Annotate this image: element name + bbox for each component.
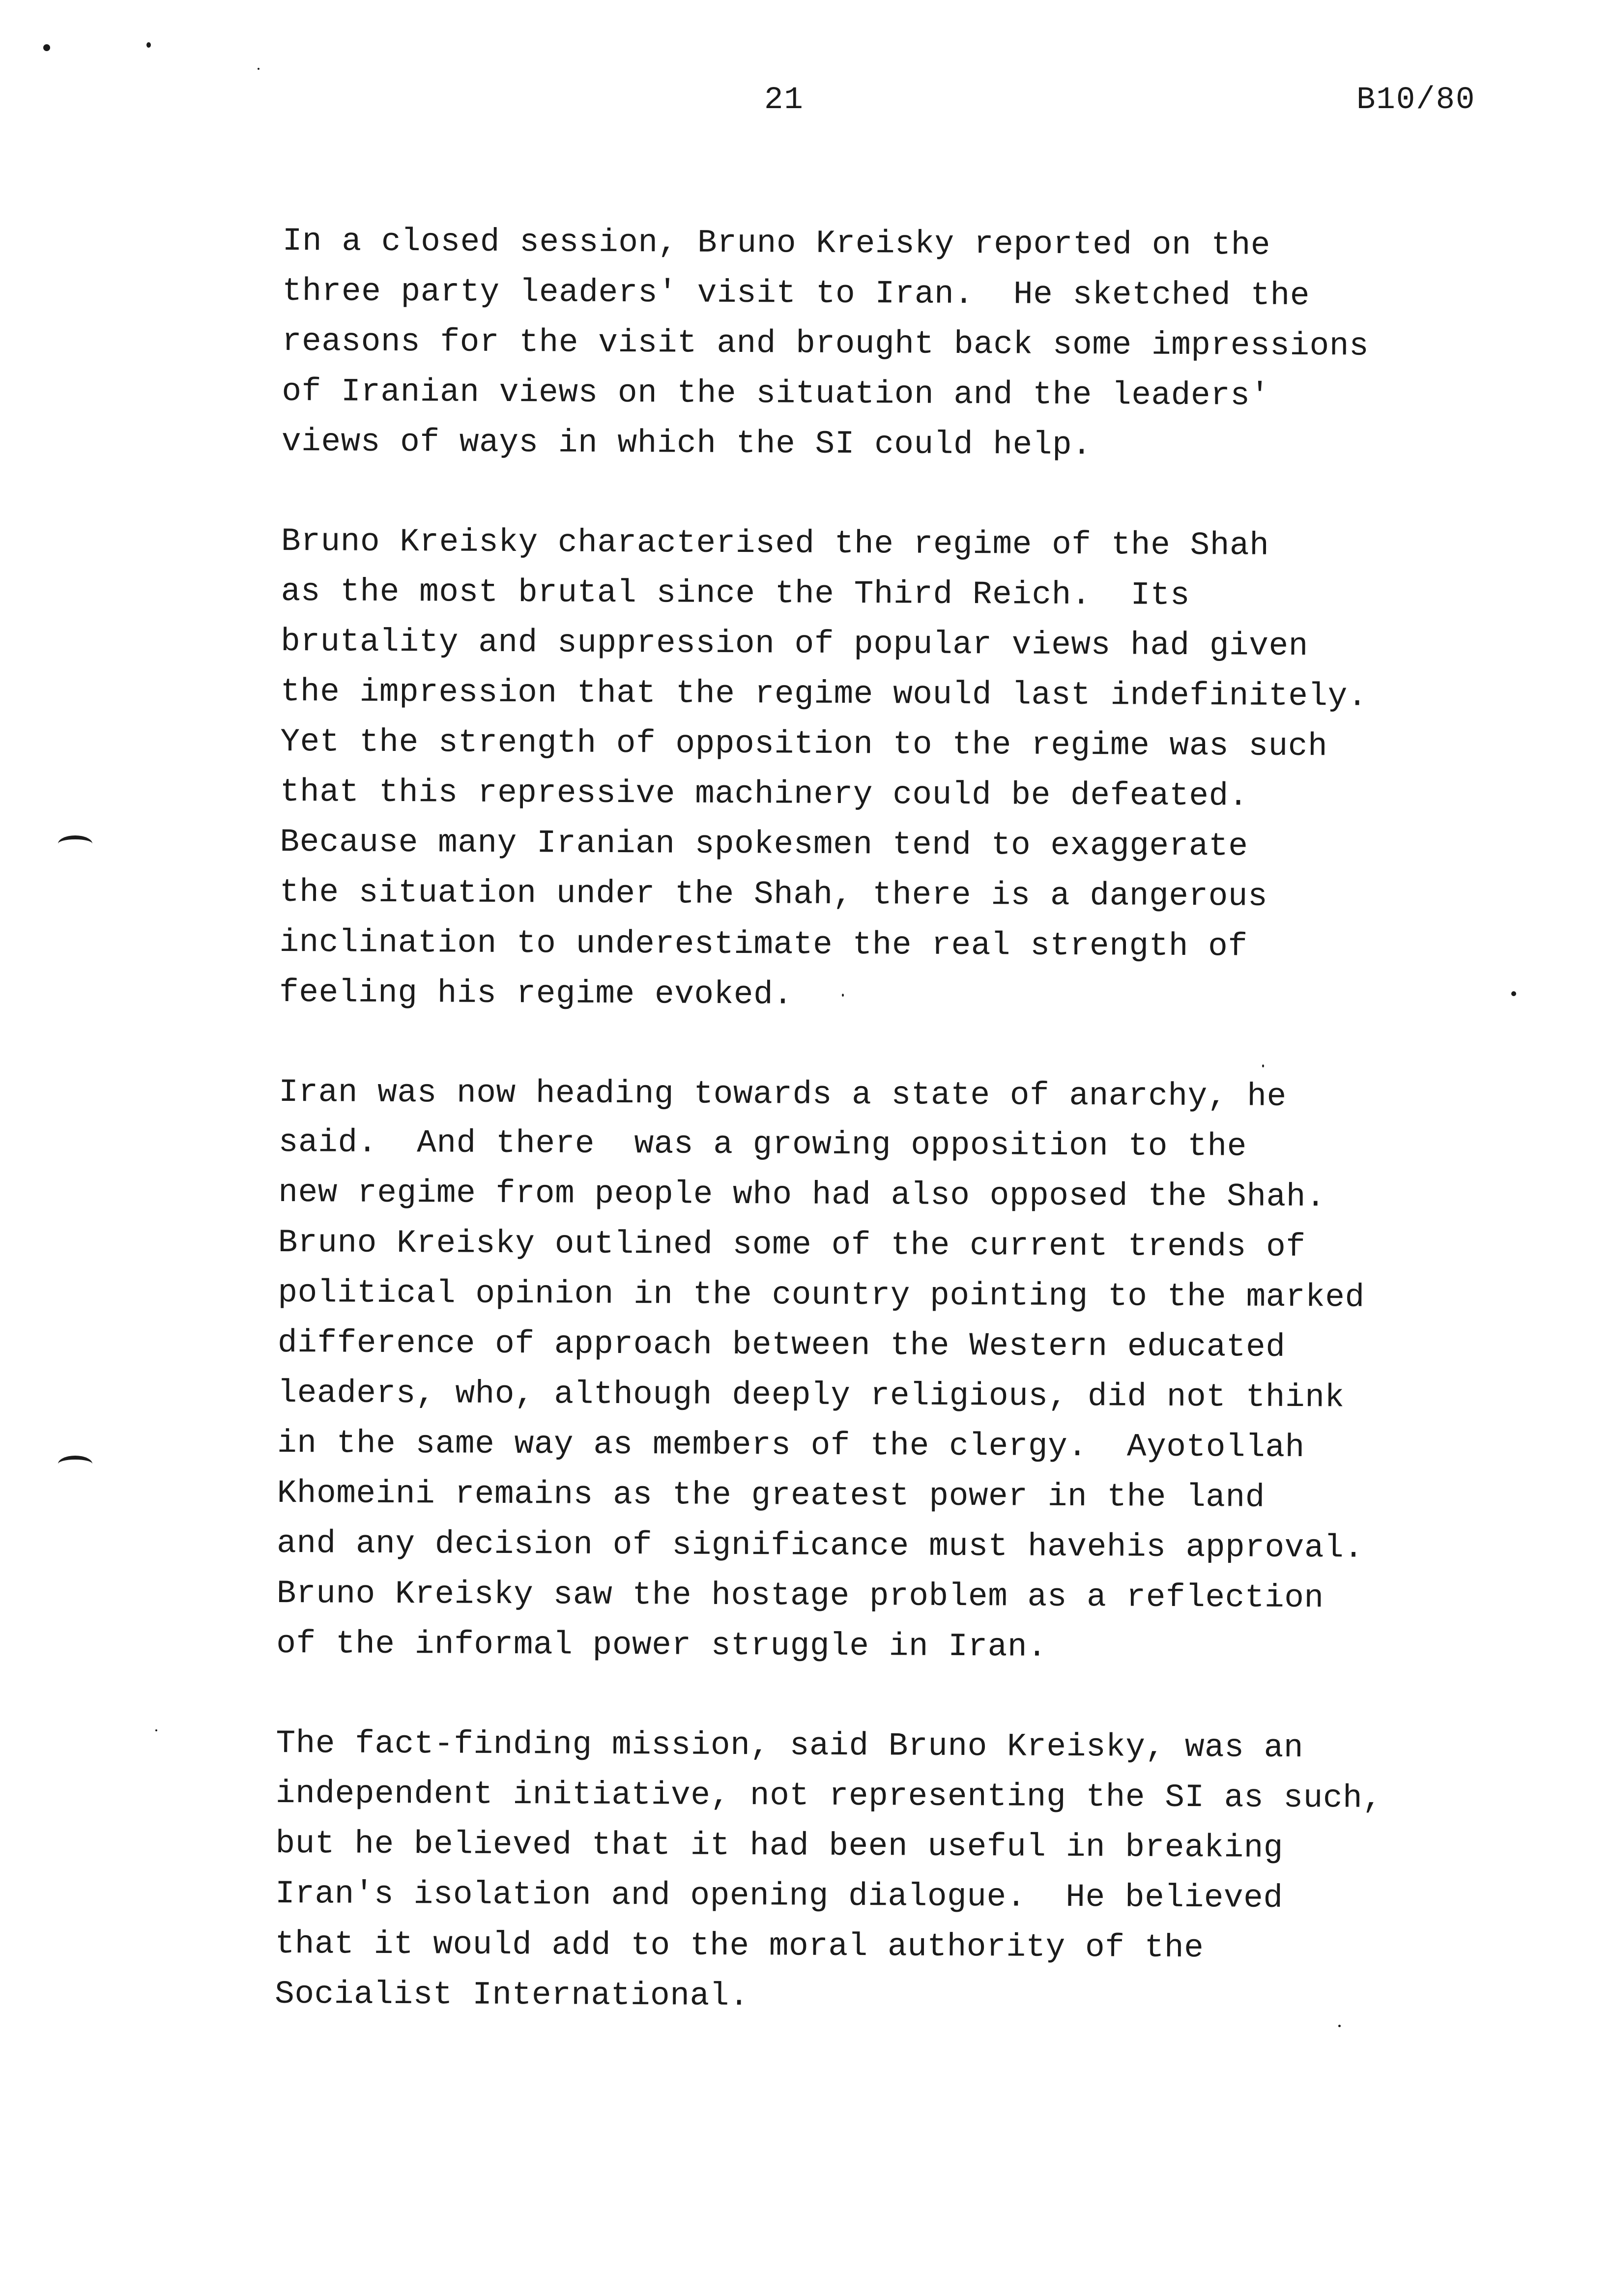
- text-line: Bruno Kreisky characterised the regime of the Shah: [281, 522, 1269, 564]
- text-line: that this repressive machinery could be defeated.: [280, 773, 1249, 815]
- text-line: In a closed session, Bruno Kreisky reported on the: [282, 222, 1271, 264]
- paragraph-closed-session: [282, 216, 1472, 472]
- text-line: and any decision of significance must havehis approval.: [277, 1524, 1364, 1567]
- text-line: Because many Iranian spokesmen tend to exaggerate: [280, 823, 1248, 865]
- text-line: Yet the strength of opposition to the regime was such: [280, 723, 1328, 765]
- text-line: the impression that the regime would last indefinitely.: [280, 673, 1368, 715]
- text-line: Khomeini remains as the greatest power in the land: [277, 1474, 1266, 1516]
- text-line: political opinion in the country pointing to the marked: [278, 1274, 1365, 1316]
- body-text: [275, 216, 1472, 2074]
- text-line: Bruno Kreisky saw the hostage problem as a reflection: [276, 1575, 1324, 1617]
- text-line: of the informal power struggle in Iran.: [276, 1625, 1047, 1665]
- margin-mark: [58, 835, 92, 852]
- margin-mark: [58, 1456, 92, 1472]
- scan-speck: [1511, 991, 1516, 996]
- text-line: Iran's isolation and opening dialogue. He believed: [275, 1875, 1283, 1917]
- text-line: leaders, who, although deeply religious, did not think: [277, 1374, 1345, 1416]
- text-line: Iran was now heading towards a state of anarchy, he: [279, 1073, 1287, 1115]
- text-line: three party leaders' visit to Iran. He sketched the: [282, 272, 1310, 315]
- page-number: 21: [764, 83, 804, 118]
- text-line: difference of approach between the Western educated: [277, 1324, 1286, 1366]
- scan-speck: [43, 44, 50, 51]
- text-line: but he believed that it had been useful in breaking: [275, 1825, 1284, 1866]
- text-line: in the same way as members of the clergy. Ayotollah: [277, 1424, 1305, 1466]
- paragraph-shah-regime: [279, 517, 1470, 1023]
- text-line: Bruno Kreisky outlined some of the current trends of: [278, 1224, 1306, 1266]
- paragraph-fact-finding-mission: [275, 1719, 1466, 2025]
- text-line: the situation under the Shah, there is a dangerous: [279, 873, 1268, 915]
- text-line: Socialist International.: [275, 1975, 749, 2015]
- text-line: views of ways in which the SI could help.: [281, 423, 1092, 464]
- text-line: feeling his regime evoked.: [279, 974, 793, 1013]
- text-line: independent initiative, not representing the SI as such,: [275, 1775, 1382, 1817]
- text-line: brutality and suppression of popular views had given: [281, 623, 1309, 665]
- scan-speck: [155, 1729, 157, 1731]
- text-line: of Iranian views on the situation and the leaders': [282, 373, 1270, 414]
- text-line: as the most brutal since the Third Reich. Its: [281, 573, 1190, 614]
- text-line: that it would add to the moral authority of the: [275, 1925, 1204, 1967]
- scan-speck: [146, 42, 151, 48]
- scan-speck: [258, 68, 259, 70]
- text-line: reasons for the visit and brought back some impressions: [282, 322, 1369, 365]
- text-line: The fact-finding mission, said Bruno Kreisky, was an: [276, 1724, 1304, 1767]
- text-line: said. And there was a growing opposition to the: [278, 1123, 1247, 1165]
- document-reference: B10/80: [1356, 83, 1476, 118]
- paragraph-anarchy: [276, 1067, 1468, 1674]
- text-line: new regime from people who had also opposed the Shah.: [278, 1174, 1326, 1216]
- text-line: inclination to underestimate the real strength of: [279, 923, 1248, 965]
